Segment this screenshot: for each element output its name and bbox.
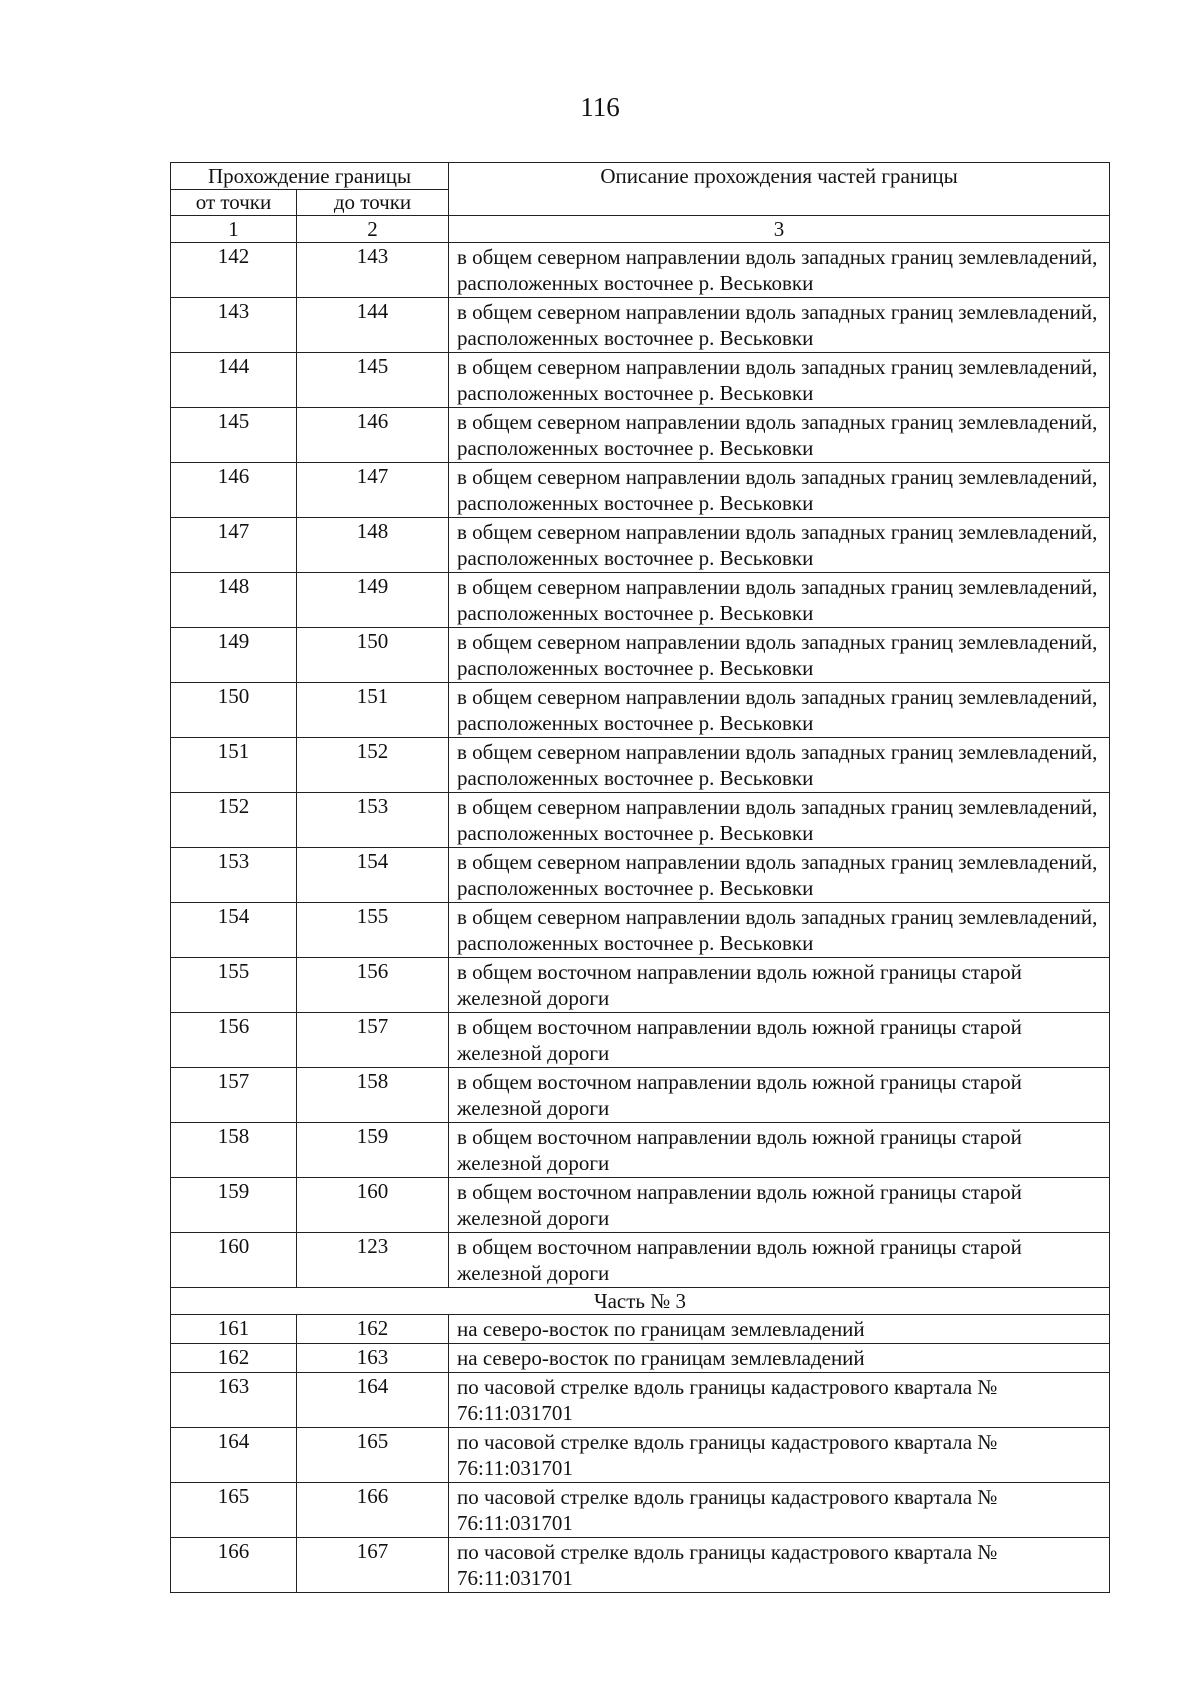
description-cell: по часовой стрелке вдоль границы кадастрового квартала № 76:11:031701 bbox=[449, 1428, 1110, 1483]
to-point-cell: 152 bbox=[297, 738, 449, 793]
description-cell: в общем северном направлении вдоль западных границ землевладений, расположенных восточнее р. Веськовки bbox=[449, 793, 1110, 848]
description-cell: в общем северном направлении вдоль западных границ землевладений, расположенных восточнее р. Веськовки bbox=[449, 628, 1110, 683]
description-cell: по часовой стрелке вдоль границы кадастрового квартала № 76:11:031701 bbox=[449, 1483, 1110, 1538]
to-point-cell: 145 bbox=[297, 353, 449, 408]
to-point-cell: 144 bbox=[297, 298, 449, 353]
from-point-cell: 152 bbox=[171, 793, 297, 848]
page-number: 116 bbox=[580, 92, 620, 122]
from-point-cell: 142 bbox=[171, 243, 297, 298]
table-row bbox=[171, 1068, 1110, 1123]
table-body-part-2 bbox=[171, 243, 1110, 1288]
from-point-cell: 153 bbox=[171, 848, 297, 903]
from-point-cell: 166 bbox=[171, 1538, 297, 1593]
to-point-cell: 155 bbox=[297, 903, 449, 958]
table-row bbox=[171, 903, 1110, 958]
table-row bbox=[171, 573, 1110, 628]
description-cell: в общем северном направлении вдоль западных границ землевладений, расположенных восточнее р. Веськовки bbox=[449, 353, 1110, 408]
description-cell: на северо-восток по границам землевладений bbox=[449, 1315, 1110, 1344]
from-point-cell: 163 bbox=[171, 1373, 297, 1428]
description-cell: в общем северном направлении вдоль западных границ землевладений, расположенных восточнее р. Веськовки bbox=[449, 408, 1110, 463]
table-row bbox=[171, 463, 1110, 518]
header-desc-title: Описание прохождения частей границы bbox=[449, 163, 1110, 216]
to-point-cell: 167 bbox=[297, 1538, 449, 1593]
to-point-cell: 158 bbox=[297, 1068, 449, 1123]
boundary-table-container bbox=[170, 162, 1110, 1593]
description-cell: по часовой стрелке вдоль границы кадастрового квартала № 76:11:031701 bbox=[449, 1538, 1110, 1593]
table-row bbox=[171, 353, 1110, 408]
description-cell: по часовой стрелке вдоль границы кадастрового квартала № 76:11:031701 bbox=[449, 1373, 1110, 1428]
from-point-cell: 159 bbox=[171, 1178, 297, 1233]
table-row bbox=[171, 683, 1110, 738]
to-point-cell: 149 bbox=[297, 573, 449, 628]
to-point-cell: 151 bbox=[297, 683, 449, 738]
description-cell: в общем восточном направлении вдоль южной границы старой железной дороги bbox=[449, 1233, 1110, 1288]
table-row bbox=[171, 1344, 1110, 1373]
header-from-label: от точки bbox=[171, 190, 297, 216]
from-point-cell: 143 bbox=[171, 298, 297, 353]
from-point-cell: 154 bbox=[171, 903, 297, 958]
table-row bbox=[171, 1123, 1110, 1178]
part-label-row bbox=[171, 1288, 1110, 1315]
description-cell: в общем северном направлении вдоль западных границ землевладений, расположенных восточнее р. Веськовки bbox=[449, 848, 1110, 903]
table-row bbox=[171, 1428, 1110, 1483]
from-point-cell: 144 bbox=[171, 353, 297, 408]
part-section bbox=[171, 1288, 1110, 1315]
description-cell: в общем северном направлении вдоль западных границ землевладений, расположенных восточнее р. Веськовки bbox=[449, 518, 1110, 573]
description-cell: в общем северном направлении вдоль западных границ землевладений, расположенных восточнее р. Веськовки bbox=[449, 683, 1110, 738]
table-row bbox=[171, 848, 1110, 903]
table-row bbox=[171, 1483, 1110, 1538]
header-group-title: Прохождение границы bbox=[171, 163, 449, 190]
from-point-cell: 150 bbox=[171, 683, 297, 738]
from-point-cell: 158 bbox=[171, 1123, 297, 1178]
table-row bbox=[171, 958, 1110, 1013]
header-row bbox=[171, 163, 1110, 190]
from-point-cell: 148 bbox=[171, 573, 297, 628]
from-point-cell: 164 bbox=[171, 1428, 297, 1483]
table-row bbox=[171, 628, 1110, 683]
to-point-cell: 166 bbox=[297, 1483, 449, 1538]
to-point-cell: 163 bbox=[297, 1344, 449, 1373]
header-to-label: до точки bbox=[297, 190, 449, 216]
description-cell: в общем северном направлении вдоль западных границ землевладений, расположенных восточнее р. Веськовки bbox=[449, 463, 1110, 518]
description-cell: в общем восточном направлении вдоль южной границы старой железной дороги bbox=[449, 1123, 1110, 1178]
part-label: Часть № 3 bbox=[171, 1288, 1110, 1315]
table-row bbox=[171, 1538, 1110, 1593]
table-row bbox=[171, 1178, 1110, 1233]
table-row bbox=[171, 1373, 1110, 1428]
column-number-3: 3 bbox=[449, 216, 1110, 243]
column-number-2: 2 bbox=[297, 216, 449, 243]
from-point-cell: 146 bbox=[171, 463, 297, 518]
to-point-cell: 157 bbox=[297, 1013, 449, 1068]
from-point-cell: 161 bbox=[171, 1315, 297, 1344]
to-point-cell: 159 bbox=[297, 1123, 449, 1178]
description-cell: в общем северном направлении вдоль западных границ землевладений, расположенных восточнее р. Веськовки bbox=[449, 573, 1110, 628]
to-point-cell: 146 bbox=[297, 408, 449, 463]
description-cell: в общем северном направлении вдоль западных границ землевладений, расположенных восточнее р. Веськовки bbox=[449, 298, 1110, 353]
from-point-cell: 156 bbox=[171, 1013, 297, 1068]
table-row bbox=[171, 793, 1110, 848]
from-point-cell: 162 bbox=[171, 1344, 297, 1373]
to-point-cell: 150 bbox=[297, 628, 449, 683]
to-point-cell: 165 bbox=[297, 1428, 449, 1483]
from-point-cell: 145 bbox=[171, 408, 297, 463]
to-point-cell: 148 bbox=[297, 518, 449, 573]
from-point-cell: 155 bbox=[171, 958, 297, 1013]
table-row bbox=[171, 408, 1110, 463]
from-point-cell: 165 bbox=[171, 1483, 297, 1538]
to-point-cell: 153 bbox=[297, 793, 449, 848]
to-point-cell: 147 bbox=[297, 463, 449, 518]
table-row bbox=[171, 1013, 1110, 1068]
description-cell: на северо-восток по границам землевладений bbox=[449, 1344, 1110, 1373]
table-row bbox=[171, 243, 1110, 298]
description-cell: в общем северном направлении вдоль западных границ землевладений, расположенных восточнее р. Веськовки bbox=[449, 243, 1110, 298]
table-row bbox=[171, 738, 1110, 793]
from-point-cell: 147 bbox=[171, 518, 297, 573]
to-point-cell: 162 bbox=[297, 1315, 449, 1344]
table-row bbox=[171, 298, 1110, 353]
column-number-row bbox=[171, 216, 1110, 243]
description-cell: в общем восточном направлении вдоль южной границы старой железной дороги bbox=[449, 958, 1110, 1013]
boundary-table bbox=[170, 162, 1110, 1593]
to-point-cell: 164 bbox=[297, 1373, 449, 1428]
from-point-cell: 151 bbox=[171, 738, 297, 793]
description-cell: в общем восточном направлении вдоль южной границы старой железной дороги bbox=[449, 1013, 1110, 1068]
description-cell: в общем северном направлении вдоль западных границ землевладений, расположенных восточнее р. Веськовки bbox=[449, 903, 1110, 958]
to-point-cell: 123 bbox=[297, 1233, 449, 1288]
to-point-cell: 160 bbox=[297, 1178, 449, 1233]
from-point-cell: 157 bbox=[171, 1068, 297, 1123]
table-row bbox=[171, 1315, 1110, 1344]
from-point-cell: 160 bbox=[171, 1233, 297, 1288]
from-point-cell: 149 bbox=[171, 628, 297, 683]
description-cell: в общем северном направлении вдоль западных границ землевладений, расположенных восточнее р. Веськовки bbox=[449, 738, 1110, 793]
to-point-cell: 143 bbox=[297, 243, 449, 298]
table-body-part-3 bbox=[171, 1315, 1110, 1593]
to-point-cell: 156 bbox=[297, 958, 449, 1013]
description-cell: в общем восточном направлении вдоль южной границы старой железной дороги bbox=[449, 1178, 1110, 1233]
to-point-cell: 154 bbox=[297, 848, 449, 903]
table-row bbox=[171, 518, 1110, 573]
description-cell: в общем восточном направлении вдоль южной границы старой железной дороги bbox=[449, 1068, 1110, 1123]
table-row bbox=[171, 1233, 1110, 1288]
column-number-1: 1 bbox=[171, 216, 297, 243]
